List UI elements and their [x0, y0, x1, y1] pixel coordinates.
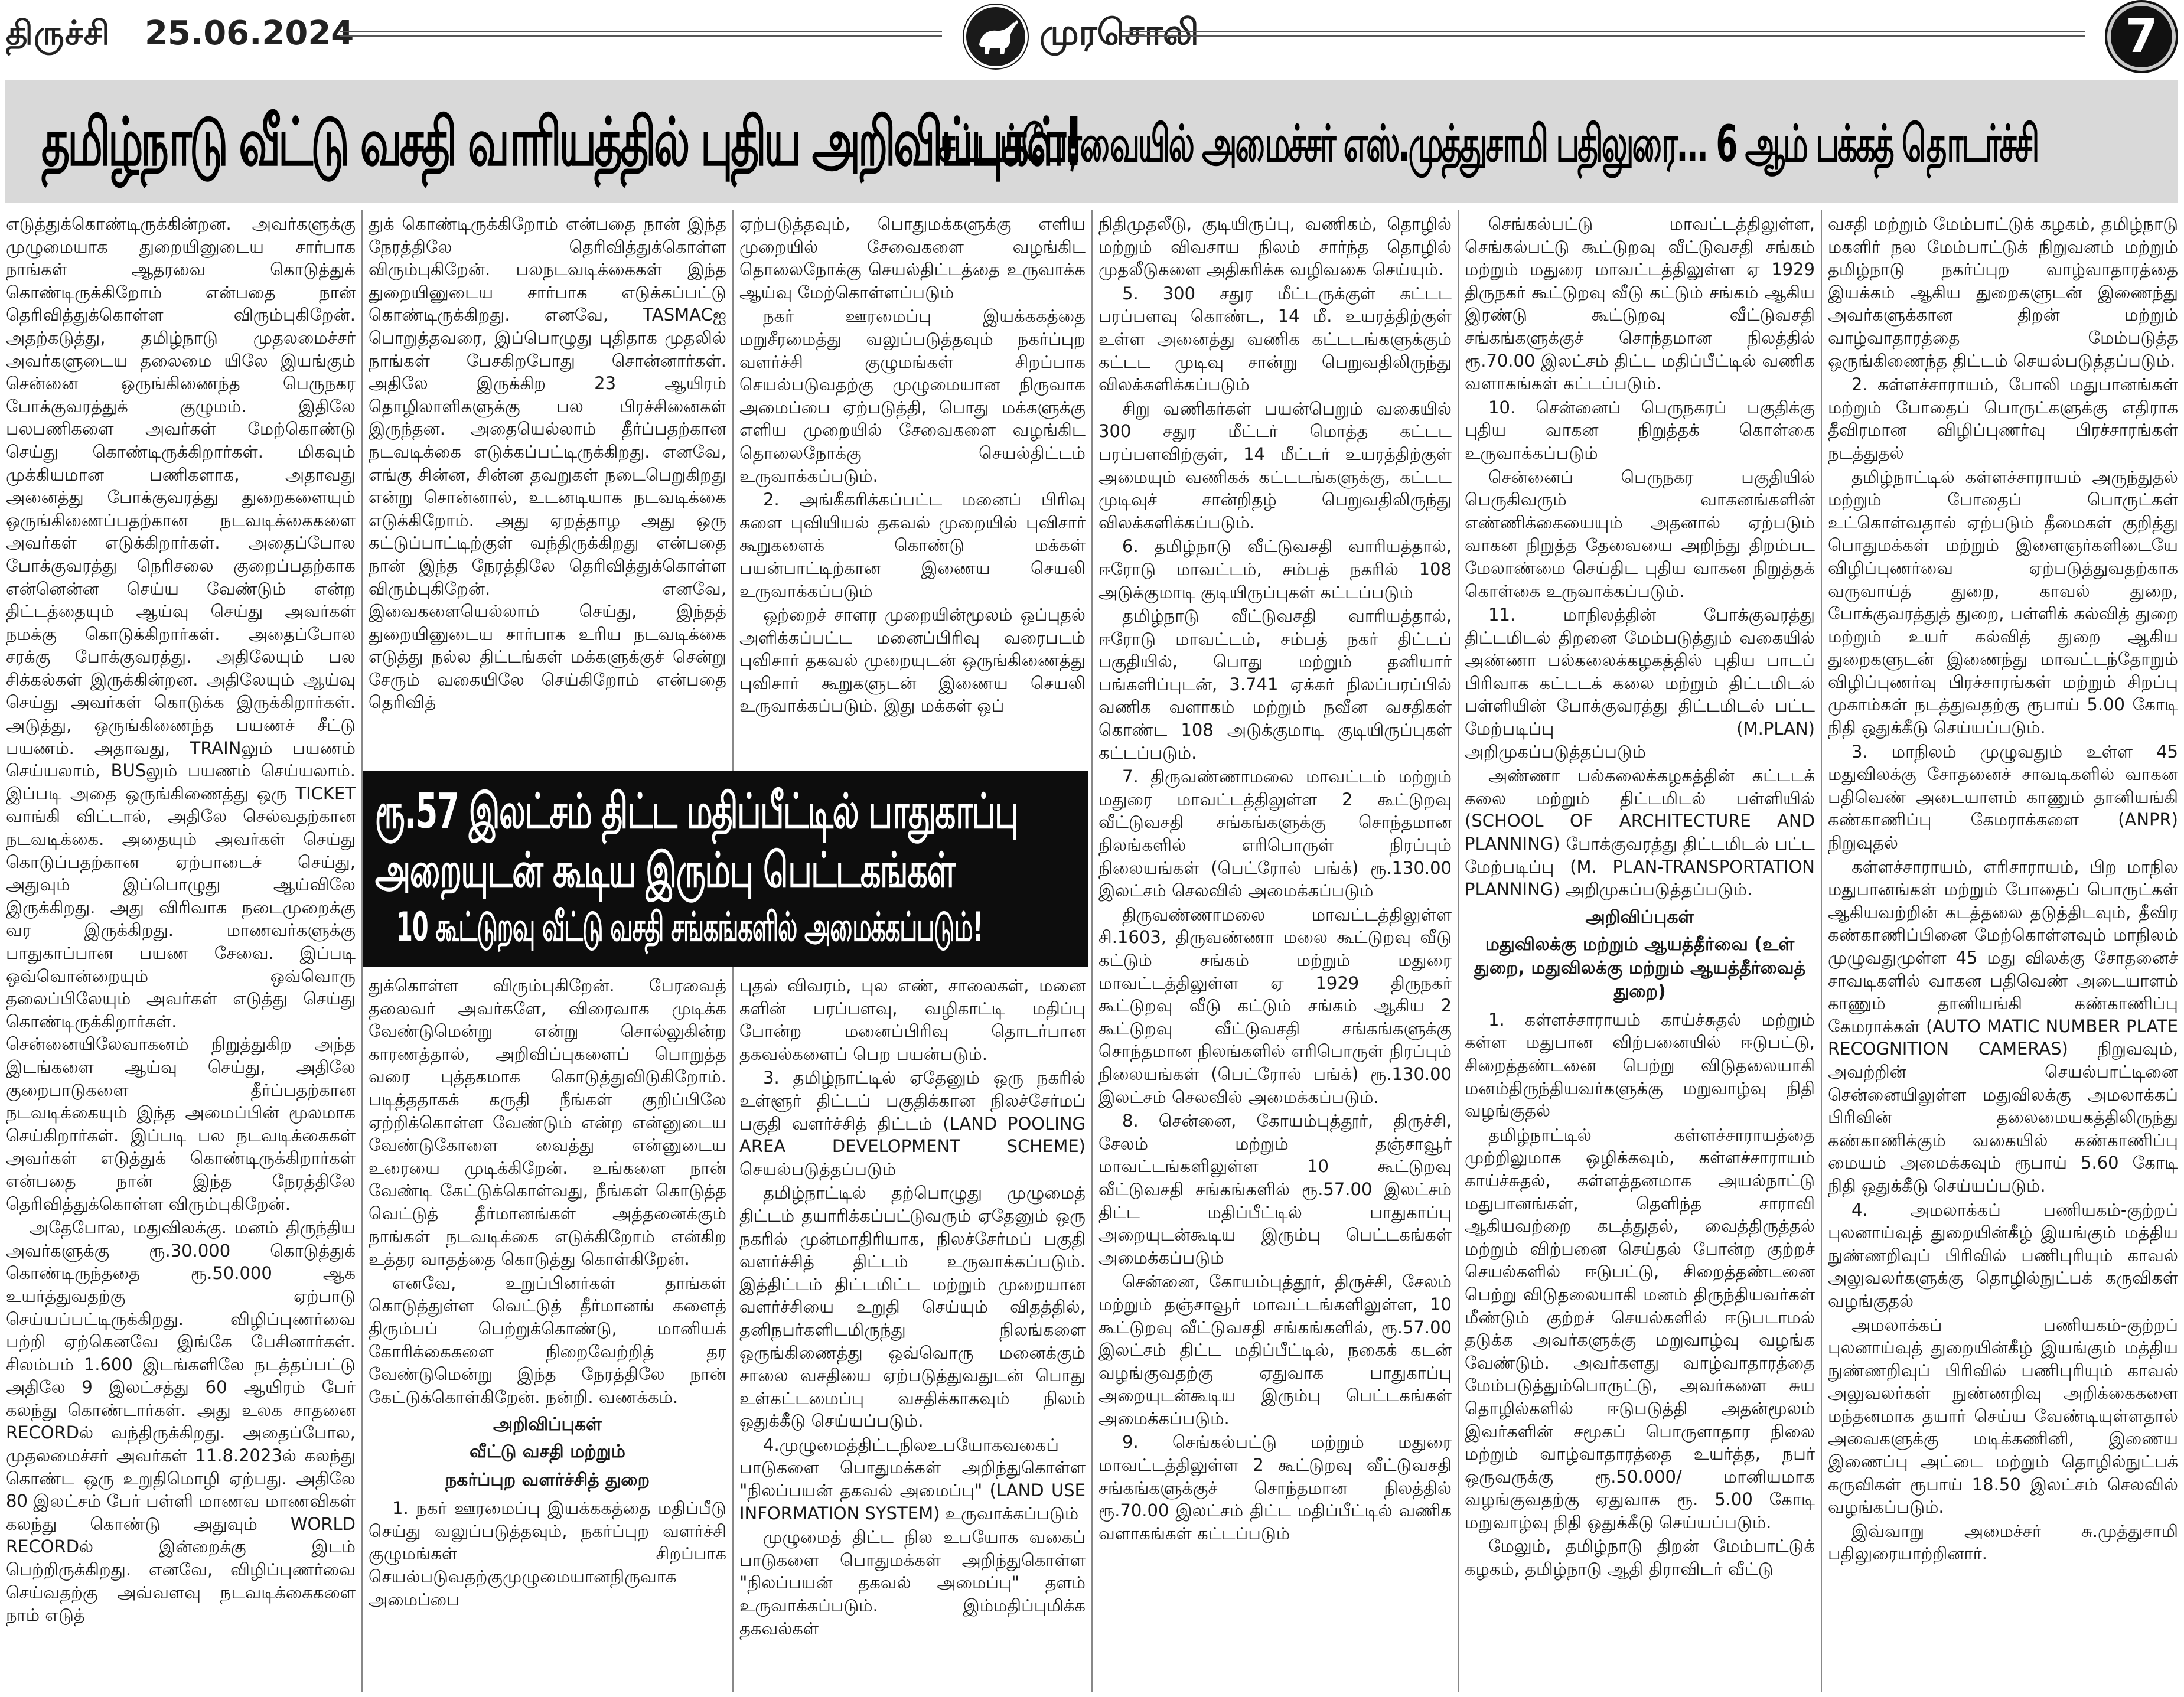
highlight-callout-box — [363, 771, 1088, 967]
section-subheading: வீட்டு வசதி மற்றும் — [470, 1441, 625, 1463]
edition-date: 25.06.2024 — [145, 14, 354, 53]
masthead-rule-right — [1122, 31, 2085, 37]
banner-headline — [5, 80, 2178, 203]
paragraph: எனவே, உறுப்பினர்கள் தாங்கள் கொடுத்துள்ள வெட்டுத் தீர்மானங் களைத் திரும்பப் பெற்றுக்கொண்டு, மானியக் கோரிக்கைகளை நிறைவேற்றித் தர வேண்டுமென்று இந்த நேரத்திலே நான் கேட்டுக்கொள்கிறேன். நன்றி. வணக்கம். — [369, 1272, 726, 1407]
masthead-rule-left — [340, 31, 942, 37]
paragraph: வசதி மற்றும் மேம்பாட்டுக் கழகம், தமிழ்நாடு மகளிர் நல மேம்பாட்டுக் நிறுவனம் மற்றும் தமிழ்நாடு நகர்ப்புற வாழ்வாதாரத்தை இயக்கம் ஆகிய துறைகளுடன் இணைந்து அவர்களுக்கான திறன் மற்றும் வாழ்வாதாரத்தை மேம்படுத்த ஒருங்கிணைந்த திட்டம் செயல்படுத்தப்படும். — [1828, 214, 2178, 371]
paragraph: 2. அங்கீகரிக்கப்பட்ட மனைப் பிரிவு களை புவியியல் தகவல் முறையில் புவிசார் கூறுகளைக் கொண்டு மக்கள் பயன்பாட்டிற்கான இணைய செயலி உருவாக்கப்படும் — [739, 489, 1086, 601]
paragraph: 6. தமிழ்நாடு வீட்டுவசதி வாரியத்தால், ஈரோடு மாவட்டம், சம்பத் நகரில் 108 அடுக்குமாடி குடியிருப்புகள் கட்டப்படும் — [1098, 536, 1452, 602]
article-column-2-lower — [369, 974, 726, 1692]
paragraph: இவ்வாறு அமைச்சர் சு.முத்துசாமி பதிலுரையாற்றினார். — [1828, 1520, 2178, 1564]
headline-main: தமிழ்நாடு வீட்டு வசதி வாரியத்தில் புதிய அறிவிப்புகள்! — [41, 104, 1081, 181]
paragraph: துக்கொள்ள விரும்புகிறேன். பேரவைத் தலைவர் அவர்களே, விரைவாக முடிக்க வேண்டுமென்று என்று சொல்லுகின்ற காரணத்தால், அறிவிப்புகளைப் பொறுத்த வரை புத்தகமாக கொடுத்துவிடுகிறோம். படித்ததாகக் கருதி நீங்கள் குறிப்பிலே ஏற்றிக்கொள்ள வேண்டும் என்ற என்னுடைய வேண்டுகோளை வைத்து என்னுடைய உரையை முடிக்கிறேன். உங்களை நான் வேண்டி கேட்டுக்கொள்வது, நீங்கள் கொடுத்த வெட்டுத் தீர்மானங்கள் அத்தனைக்கும் நாங்கள் நடவடிக்கை எடுக்கிறோம் என்கிற உத்தர வாதத்தை கொடுத்து கொள்கிறேன். — [369, 975, 726, 1270]
paragraph: 1. கள்ளச்சாராயம் காய்ச்சுதல் மற்றும் கள்ள மதுபான விற்பனையில் ஈடுபட்டு, சிறைத்தண்டனை பெற்று விடுதலையாகி மனம்திருந்தியவர்களுக்கு மறுவாழ்வு நிதி வழங்குதல் — [1465, 1009, 1815, 1121]
paragraph: சென்னைப் பெருநகர பகுதியில் பெருகிவரும் வாகனங்களின் எண்ணிக்கையையும் அதனால் ஏற்படும் வாகன நிறுத்த தேவையை அறிந்து திறம்பட மேலாண்மை செய்திட புதிய வாகன நிறுத்தக் கொள்கை உருவாக்கப்படும். — [1465, 466, 1815, 601]
callout-line-2: அறையுடன் கூடிய இரும்பு பெட்டகங்கள் — [375, 843, 956, 899]
paragraph: ஒற்றைச் சாளர முறையின்மூலம் ஒப்புதல் அளிக்கப்பட்ட மனைப்பிரிவு வரைபடம் புவிசார் தகவல் முறையுடன் ஒருங்கிணைத்து புவிசார் கூறுகளுடன் இணைய செயலி உருவாக்கப்படும். இது மக்கள் ஒப் — [739, 605, 1086, 716]
article-column-5 — [1465, 213, 1815, 1692]
paragraph: திருவண்ணாமலை மாவட்டத்திலுள்ள சி.1603, திருவண்ணா மலை கூட்டுறவு வீடு கட்டும் சங்கம் மற்றும் மதுரை மாவட்டத்திலுள்ள ஏ 1929 திருநகர் கூட்டுறவு வீடு கட்டும் சங்கம் ஆகிய 2 கூட்டுறவு வீட்டுவசதி சங்கங்களுக்கு சொந்தமான நிலங்களில் எரிபொருள் நிரப்பும் நிலையங்கள் (பெட்ரோல் பங்க்) ரூ.130.00 இலட்சம் செலவில் அமைக்கப்படும். — [1098, 904, 1452, 1107]
column-divider — [361, 210, 363, 1692]
masthead — [0, 0, 2184, 77]
paragraph: 3. தமிழ்நாட்டில் ஏதேனும் ஒரு நகரில் உள்ளூர் திட்டப் பகுதிக்கான நிலச்சேர்மப் பகுதி வளர்ச்சித் திட்டம் (LAND POOLING AREA DEVELOPMENT SCHEME) செயல்படுத்தப்படும் — [739, 1068, 1086, 1179]
page-number-badge: 7 — [2107, 2, 2176, 71]
paragraph: 11. மாநிலத்தின் போக்குவரத்து திட்டமிடல் திறனை மேம்படுத்தும் வகையில் அண்ணா பல்கலைக்கழகத்தில் புதிய பாடப் பிரிவாக கட்டடக் கலை மற்றும் திட்டமிடல் பள்ளியின் போக்குவரத்து திட்டமிடல் பட்ட மேற்படிப்பு (M.PLAN) அறிமுகப்படுத்தப்படும் — [1465, 605, 1815, 762]
paragraph: நகர் ஊரமைப்பு இயக்ககத்தை மறுசீரமைத்து வலுப்படுத்தவும் நகர்ப்புற வளர்ச்சி குழுமங்கள் சிறப்பாக செயல்படுவதற்கு முழுமையான நிருவாக அமைப்பை ஏற்படுத்தி, பொது மக்களுக்கு எளிய முறையில் சேவைகளை வழங்கிட தொலைநோக்கு செயல்திட்டம் உருவாக்கப்படும். — [739, 306, 1086, 486]
paragraph: செங்கல்பட்டு மாவட்டத்திலுள்ள, செங்கல்பட்டு கூட்டுறவு வீட்டுவசதி சங்கம் மற்றும் மதுரை மாவட்டத்திலுள்ள ஏ 1929 திருநகர் கூட்டுறவு வீடு கட்டும் சங்கம் ஆகிய இரண்டு கூட்டுறவு வீட்டுவசதி சங்கங்களுக்குச் சொந்தமான நிலத்தில் ரூ.70.00 இலட்சம் திட்ட மதிப்பீட்டில் வணிக வளாகங்கள் கட்டப்படும். — [1465, 214, 1815, 394]
column-divider — [1091, 210, 1093, 1692]
paragraph: 5. 300 சதுர மீட்டருக்குள் கட்டட பரப்பளவு கொண்ட, 14 மீ. உயரத்திற்குள் உள்ள அனைத்து வணிக கட்டடங்களுக்கும் கட்டட முடிவு சான்று பெறுவதிலிருந்து விலக்களிக்கப்படும் — [1098, 283, 1452, 395]
bull-emblem-icon — [963, 4, 1029, 70]
paragraph: நிதிமுதலீடு, குடியிருப்பு, வணிகம், தொழில் மற்றும் விவசாய நிலம் சார்ந்த தொழில் முதலீடுகளை அதிகரிக்க வழிவகை செய்யும். — [1098, 214, 1452, 280]
edition-place: திருச்சி — [6, 14, 110, 53]
paragraph: எடுத்துக்கொண்டிருக்கின்றன. அவர்களுக்கு முழுமையாக துறையினுடைய சார்பாக நாங்கள் ஆதரவை கொடுத்துக் கொண்டிருக்கிறோம் என்பதை நான் தெரிவித்துக்கொள்ள விரும்புகிறேன். அதற்கடுத்து, தமிழ்நாடு முதலமைச்சர் அவர்களுடைய தலைமை யிலே இயங்கும் சென்னை ஒருங்கிணைந்த பெருநகர போக்குவரத்துக் குழுமம். இதிலே பலபணிகளை அவர்கள் மேற்கொண்டு செய்து கொண்டிருக்கிறார்கள். மிகவும் முக்கியமான பணிகளாக, அதாவது அனைத்து போக்குவரத்து துறைகளையும் ஒருங்கிணைப்பதற்கான நடவடிக்கைகளை அவர்கள் எடுக்கிறார்கள். அதைப்போல போக்குவரத்து நெரிசலை குறைப்பதற்காக என்னென்ன செய்ய வேண்டும் என்ற திட்டத்தையும் ஆய்வு செய்து அவர்கள் நமக்கு கொடுக்கிறார்கள். அதைப்போல சரக்கு போக்குவரத்து. அதிலேயும் பல சிக்கல்கள் இருக்கின்றன. அதிலேயும் ஆய்வு செய்து அவர்கள் கொடுக்க இருக்கிறார்கள். அடுத்து, ஒருங்கிணைந்த பயணச் சீட்டு பயணம். அதாவது, TRAINலும் பயணம் செய்யலாம், BUSலும் பயணம் செய்யலாம். இப்படி அதை ஒருங்கிணைத்து ஒரு TICKET வாங்கி விட்டால், அதிலே செல்வதற்கான நடவடிக்கை. அதையும் அவர்கள் செய்து கொடுப்பதற்கான ஏற்பாடைச் செய்து, அதுவும் இப்பொழுது ஆய்விலே இருக்கிறது. அது விரிவாக நடைமுறைக்கு வர இருக்கிறது. மாணவர்களுக்கு பாதுகாப்பான பயண சேவை. இப்படி ஒவ்வொன்றையும் ஒவ்வொரு தலைப்பிலேயும் அவர்கள் எடுத்து செய்து கொண்டிருக்கிறார்கள். சென்னையிலேவாகனம் நிறுத்துகிற அந்த இடங்களை ஆய்வு செய்து, அதிலே குறைபாடுகளை தீர்ப்பதற்கான நடவடிக்கையும் இந்த அமைப்பின் மூலமாக செய்கிறார்கள். இப்படி பல நடவடிக்கைகள் அவர்கள் எடுத்துக் கொண்டிருக்கிறார்கள் என்பதை நான் இந்த நேரத்திலே தெரிவித்துக்கொள்ள விரும்புகிறேன். — [6, 214, 356, 1214]
paragraph: 7. திருவண்ணாமலை மாவட்டம் மற்றும் மதுரை மாவட்டத்திலுள்ள 2 கூட்டுறவு வீட்டுவசதி சங்கங்களுக்கு சொந்தமான நிலங்களில் எரிபொருள் நிரப்பும் நிலையங்கள் (பெட்ரோல் பங்க்) ரூ.130.00 இலட்சம் செலவில் அமைக்கப்படும் — [1098, 766, 1452, 901]
paragraph: சிறு வணிகர்கள் பயன்பெறும் வகையில் 300 சதுர மீட்டர் மொத்த கட்டட பரப்பளவிற்குள், 14 மீட்டர் உயரத்திற்குள் அமையும் வணிகக் கட்டடங்களுக்கு, கட்டட முடிவுச் சான்றிதழ் பெறுவதிலிருந்து விலக்களிக்கப்படும். — [1098, 398, 1452, 533]
paragraph: மேலும், தமிழ்நாடு திறன் மேம்பாட்டுக் கழகம், தமிழ்நாடு ஆதி திராவிடர் வீட்டு — [1465, 1536, 1815, 1579]
paragraph: 2. கள்ளச்சாராயம், போலி மதுபானங்கள் மற்றும் போதைப் பொருட்களுக்கு எதிராக தீவிரமான விழிப்புணர்வு பிரச்சாரங்கள் நடத்துதல் — [1828, 374, 2178, 463]
headline-sub: சட்டப்பேரவையில் அமைச்சர் எஸ்.முத்துசாமி பதிலுரை... 6 ஆம் பக்கத் தொடர்ச்சி — [938, 115, 2038, 174]
paragraph: துக் கொண்டிருக்கிறோம் என்பதை நான் இந்த நேரத்திலே தெரிவித்துக்கொள்ள விரும்புகிறேன். பலநடவடிக்கைகள் இந்த துறையினுடைய சார்பாக எடுக்கப்பட்டு கொண்டிருக்கிறது. எனவே, TASMACஐ பொறுத்தவரை, இப்பொழுது புதிதாக முதலில் நாங்கள் பேசகிறபோது சொன்னார்கள். அதிலே இருக்கிற 23 ஆயிரம் தொழிலாளிகளுக்கு பல பிரச்சினைகள் இருந்தன. அதையெல்லாம் தீர்ப்பதற்கான நடவடிக்கை எடுக்கப்பட்டிருக்கிறது. எனவே, எங்கு சின்ன, சின்ன தவறுகள் நடைபெறுகிறது என்று சொன்னால், உடனடியாக நடவடிக்கை எடுக்கிறோம். அது ஏறத்தாழ அது ஒரு கட்டுப்பாட்டிற்குள் வந்திருக்கிறது என்பதை நான் இந்த நேரத்திலே தெரிவித்துக்கொள்ள விரும்புகிறேன். எனவே, இவைகளையெல்லாம் செய்து, இந்தத் துறையினுடைய சார்பாக உரிய நடவடிக்கை எடுத்து நல்ல திட்டங்கள் மக்களுக்குச் சென்று சேரும் வகையிலே செய்கிறோம் என்பதை தெரிவித் — [369, 214, 726, 713]
article-column-4 — [1098, 213, 1452, 1692]
paragraph: 4. அமலாக்கப் பணியகம்-குற்றப் புலனாய்வுத் துறையின்கீழ் இயங்கும் மத்திய நுண்ணறிவுப் பிரிவில் பணிபுரியும் காவல் அலுவலர்களுக்கு தொழில்நுட்பக் கருவிகள் வழங்குதல் — [1828, 1199, 2178, 1311]
paragraph: முழுமைத் திட்ட நில உபயோக வகைப் பாடுகளை பொதுமக்கள் அறிந்துகொள்ள "நிலப்பயன் தகவல் அமைப்பு" தளம் உருவாக்கப்படும். இம்மதிப்புமிக்க தகவல்கள் — [739, 1527, 1086, 1639]
column-divider — [1821, 210, 1822, 1692]
paragraph: கள்ளச்சாராயம், எரிசாராயம், பிற மாநில மதுபானங்கள் மற்றும் போதைப் பொருட்கள் ஆகியவற்றின் கடத்தலை தடுத்திடவும், தீவிர கண்காணிப்பினை மேற்கொள்ளவும் மாநிலம் முழுவதுமுள்ள 45 மது விலக்கு சோதனைச் சாவடிகளில் வாகன பதிவெண் அடையாளம் காணும் தானியங்கி கண்காணிப்பு கேமராக்கள் (AUTO MATIC NUMBER PLATE RECOGNITION CAMERAS) நிறுவவும், அவற்றின் செயல்பாட்டினை சென்னையிலுள்ள மதுவிலக்கு அமலாக்கப் பிரிவின் தலைமையகத்திலிருந்து கண்காணிக்கும் வகையில் கண்காணிப்பு மையம் அமைக்கவும் ரூபாய் 5.60 கோடி நிதி ஒதுக்கீடு செய்யப்படும். — [1828, 856, 2178, 1196]
paragraph: தமிழ்நாடு வீட்டுவசதி வாரியத்தால், ஈரோடு மாவட்டம், சம்பத் நகர் திட்டப் பகுதியில், பொது மற்றும் தனியார் பங்களிப்புடன், 3.741 ஏக்கர் நிலப்பரப்பில் வணிக வளாகம் மற்றும் நவீன வசதிகள் கொண்ட 108 அடுக்குமாடி குடியிருப்புகள் கட்டப்படும். — [1098, 606, 1452, 763]
column-divider — [1458, 210, 1459, 1692]
paragraph: 3. மாநிலம் முழுவதும் உள்ள 45 மதுவிலக்கு சோதனைச் சாவடிகளில் வாகன பதிவெண் அடையாளம் காணும் தானியங்கி கண்காணிப்பு கேமராக்களை (ANPR) நிறுவுதல் — [1828, 741, 2178, 853]
paragraph: தமிழ்நாட்டில் கள்ளச்சாராயத்தை முற்றிலுமாக ஒழிக்கவும், கள்ளச்சாராயம் காய்ச்சுதல், கள்ளத்தனமாக அயல்நாட்டு மதுபானங்கள், தெளிந்த சாராவி ஆகியவற்றை கடத்துதல், வைத்திருத்தல் மற்றும் விற்பனை செய்தல் போன்ற குற்றச் செயல்களில் ஈடுபட்டு, சிறைத்தண்டனை பெற்று விடுதலையாகி மனம் திருந்தியவர்கள் மீண்டும் குற்றச் செயல்களில் ஈடுபடாமல் தடுக்க அவர்களுக்கு மறுவாழ்வு வழங்க வேண்டும். அவர்களது வாழ்வாதாரத்தை மேம்படுத்தும்பொருட்டு, அவர்களை சுய தொழில்களில் ஈடுபடுத்தி அதன்மூலம் இவர்களின் சமூகப் பொருளாதார நிலை மற்றும் வாழ்வாதாரத்தை உயர்த்த, நபர் ஒருவருக்கு ரூ.50.000/ மானியமாக வழங்குவதற்கு ஏதுவாக ரூ. 5.00 கோடி மறுவாழ்வு நிதி ஒதுக்கீடு செய்யப்படும். — [1465, 1124, 1815, 1532]
paragraph: அண்ணா பல்கலைக்கழகத்தின் கட்டடக் கலை மற்றும் திட்டமிடல் பள்ளியில் (SCHOOL OF ARCHITECTURE AND PLANNING) போக்குவரத்து திட்டமிடல் பட்ட மேற்படிப்பு (M. PLAN-TRANSPORTATION PLANNING) அறிமுகப்படுத்தப்படும். — [1465, 765, 1815, 900]
paragraph: புதல் விவரம், புல எண், சாலைகள், மனை களின் பரப்பளவு, வழிகாட்டி மதிப்பு போன்ற மனைப்பிரிவு தொடர்பான தகவல்களைப் பெற பயன்படும். — [739, 975, 1086, 1064]
section-subheading: மதுவிலக்கு மற்றும் ஆயத்தீர்வை (உள் துறை, மதுவிலக்கு மற்றும் ஆயத்தீர்வைத் துறை) — [1474, 934, 1806, 1002]
article-column-1 — [6, 213, 356, 1692]
article-column-3-lower — [739, 974, 1086, 1692]
section-subheading: அறிவிப்புகள் — [493, 1414, 602, 1435]
article-column-3-upper — [739, 213, 1086, 765]
paragraph: 8. சென்னை, கோயம்புத்தூர், திருச்சி, சேலம் மற்றும் தஞ்சாவூர் மாவட்டங்களிலுள்ள 10 கூட்டுறவு வீட்டுவசதி சங்கங்களில் ரூ.57.00 இலட்சம் திட்ட மதிப்பீட்டில் பாதுகாப்பு அறையுடன்கூடிய இரும்பு பெட்டகங்கள் அமைக்கப்படும் — [1098, 1111, 1452, 1268]
callout-line-1: ரூ.57 இலட்சம் திட்ட மதிப்பீட்டில் பாதுகாப்பு — [375, 784, 1018, 840]
paragraph: 9. செங்கல்பட்டு மற்றும் மதுரை மாவட்டத்திலுள்ள 2 கூட்டுறவு வீட்டுவசதி சங்கங்களுக்குச் சொந்தமான நிலத்தில் ரூ.70.00 இலட்சம் திட்ட மதிப்பீட்டில் வணிக வளாகங்கள் கட்டப்படும் — [1098, 1432, 1452, 1543]
paragraph: சென்னை, கோயம்புத்தூர், திருச்சி, சேலம் மற்றும் தஞ்சாவூர் மாவட்டங்களிலுள்ள, 10 கூட்டுறவு வீட்டுவசதி சங்கங்களில், ரூ.57.00 இலட்சம் திட்ட மதிப்பீட்டில், நகைக் கடன் வழங்குவதற்கு ஏதுவாக பாதுகாப்பு அறையுடன்கூடிய இரும்பு பெட்டகங்கள் அமைக்கப்படும். — [1098, 1271, 1452, 1428]
article-column-2-upper — [369, 213, 726, 765]
section-subheading: அறிவிப்புகள் — [1585, 906, 1694, 928]
paragraph: 1. நகர் ஊரமைப்பு இயக்ககத்தை மதிப்பீடு செய்து வலுப்படுத்தவும், நகர்ப்புற வளர்ச்சி குழுமங்கள் சிறப்பாக செயல்படுவதற்குமுழுமையானநிருவாக அமைப்பை — [369, 1498, 726, 1610]
paragraph: தமிழ்நாட்டில் தற்பொழுது முழுமைத் திட்டம் தயாரிக்கப்பட்டுவரும் ஏதேனும் ஒரு நகரில் முன்மாதிரியாக, நிலச்சேர்மப் பகுதி வளர்ச்சித் திட்டம் உருவாக்கப்படும். இத்திட்டம் திட்டமிட்ட மற்றும் முறையான வளர்ச்சியை உறுதி செய்யும் விதத்தில், தனிநபர்களிடமிருந்து நிலங்களை ஒருங்கிணைத்து ஒவ்வொரு மனைக்கும் சாலை வசதியை ஏற்படுத்துவதுடன் பொது உள்கட்டமைப்பு வசதிக்காகவும் நிலம் ஒதுக்கீடு செய்யப்படும். — [739, 1183, 1086, 1431]
paragraph: அதேபோல, மதுவிலக்கு. மனம் திருந்திய அவர்களுக்கு ரூ.30.000 கொடுத்துக் கொண்டிருந்ததை ரூ.50.000 ஆக உயர்த்துவதற்கு ஏற்பாடு செய்யப்பட்டிருக்கிறது. விழிப்புணர்வை பற்றி ஏற்கெனவே இங்கே பேசினார்கள். சிலம்பம் 1.600 இடங்களிலே நடத்தப்பட்டு அதிலே 9 இலட்சத்து 60 ஆயிரம் பேர் கலந்து கொண்டார்கள். அது உலக சாதனை RECORDல் வந்திருக்கிறது. அதைப்போல, முதலமைச்சர் அவர்கள் 11.8.2023ல் கலந்து கொண்ட ஒரு உறுதிமொழி ஏற்பது. அதிலே 80 இலட்சம் பேர் பள்ளி மாணவ மாணவிகள் கலந்து கொண்டு அதுவும் WORLD RECORDல் இன்றைக்கு இடம் பெற்றிருக்கிறது. எனவே, விழிப்புணர்வை செய்வதற்கு அவ்வளவு நடவடிக்கைகளை நாம் எடுத் — [6, 1218, 356, 1626]
paragraph: 10. சென்னைப் பெருநகரப் பகுதிக்கு புதிய வாகன நிறுத்தக் கொள்கை உருவாக்கப்படும் — [1465, 397, 1815, 463]
newspaper-name: முரசொலி — [1039, 12, 1199, 53]
article-column-6 — [1828, 213, 2178, 1692]
paragraph: 4.முழுமைத்திட்டநிலஉபயோகவகைப் பாடுகளை பொதுமக்கள் அறிந்துகொள்ள "நிலப்பயன் தகவல் அமைப்பு" (LAND USE INFORMATION SYSTEM) உருவாக்கப்படும் — [739, 1434, 1086, 1523]
paragraph: தமிழ்நாட்டில் கள்ளச்சாராயம் அருந்துதல் மற்றும் போதைப் பொருட்கள் உட்கொள்வதால் ஏற்படும் தீமைகள் குறித்து பொதுமக்கள் மற்றும் இளைஞர்களிடையே விழிப்புணர்வை ஏற்படுத்துவதற்காக வருவாய்த் துறை, காவல் துறை, போக்குவரத்துத் துறை, பள்ளிக் கல்வித் துறை மற்றும் உயர் கல்வித் துறை ஆகிய துறைகளுடன் இணைந்து மாவட்டந்தோறும் விழிப்புணர்வு பிரச்சாரங்கள் மற்றும் சிறப்பு முகாம்கள் நடத்துவதற்கு ரூபாய் 5.00 கோடி நிதி ஒதுக்கீடு செய்யப்படும். — [1828, 466, 2178, 738]
section-subheading: நகர்ப்புற வளர்ச்சித் துறை — [445, 1470, 650, 1491]
callout-line-3: 10 கூட்டுறவு வீட்டு வசதி சங்கங்களில் அமைக்கப்படும்! — [396, 904, 983, 951]
paragraph: அமலாக்கப் பணியகம்-குற்றப் புலனாய்வுத் துறையின்கீழ் இயங்கும் மத்திய நுண்ணறிவுப் பிரிவில் பணிபுரியும் காவல் அலுவலர்கள் நுண்ணறிவு அறிக்கைகளை மந்தனமாக தயார் செய்ய வேண்டியுள்ளதால் அவைகளுக்கு மடிக்கணினி, இணைய இணைப்பு அட்டை மற்றும் தொழில்நுட்பக் கருவிகள் ரூபாய் 18.50 இலட்சம் செலவில் வழங்கப்படும். — [1828, 1314, 2178, 1517]
paragraph: ஏற்படுத்தவும், பொதுமக்களுக்கு எளிய முறையில் சேவைகளை வழங்கிட தொலைநோக்கு செயல்திட்டத்தை உருவாக்க ஆய்வு மேற்கொள்ளப்படும் — [739, 214, 1086, 302]
